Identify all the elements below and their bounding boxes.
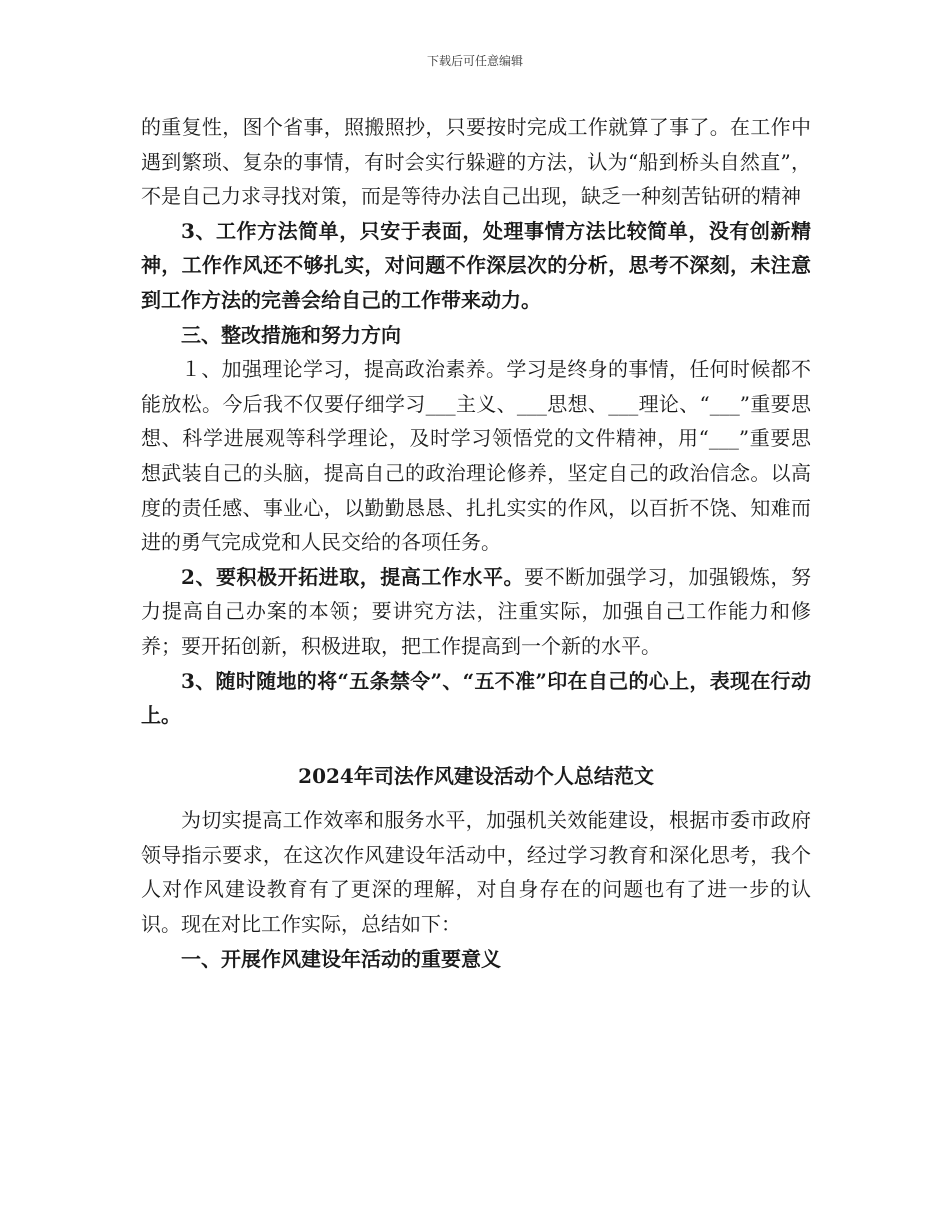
section-heading-rectification: 三、整改措施和努力方向: [181, 322, 401, 347]
paragraph-point-3-discipline: 3、随时随地的将“五条禁令”、“五不准”印在自己的心上，表现在行动上。: [141, 668, 811, 728]
paragraph-point-3-method: 3、工作方法简单，只安于表面，处理事情方法比较简单，没有创新精神，工作作风还不够扎实，对问题不作深层次的分析，思考不深刻，未注意到工作方法的完善会给自己的工作带来动力。: [141, 218, 811, 312]
paragraph-point-1-theory: １、加强理论学习，提高政治素养。学习是终身的事情，任何时候都不能放松。今后我不仅要仔细学习___主义、___思想、___理论、“___”重要思想、科学进展观等科学理论，及时学习领悟党的文件精神，用“___”重要思想武装自己的头脑，提高自己的政治理论修养，坚定自己的政治信念。以高度的责任感、事业心，以勤勤恳恳、扎扎实实的作风，以百折不饶、知难而进的勇气完成党和人民交给的各项任务。: [141, 357, 811, 555]
paragraph-continuation: 的重复性，图个省事，照搬照抄，只要按时完成工作就算了事了。在工作中遇到繁琐、复杂的事情，有时会实行躲避的方法，认为“船到桥头自然直”，不是自己力求寻找对策，而是等待办法自己出现，缺乏一种刻苦钻研的精神: [141, 115, 811, 209]
paragraph-point-2-body: 要不断加强学习，加强锻炼，努力提高自己办案的本领；要讲究方法，注重实际，加强自己工作能力和修养；要开拓创新，积极进取，把工作提高到一个新的水平。: [141, 564, 811, 658]
paragraph-point-2-progress: [141, 560, 811, 664]
paragraph-point-2-lead: 2、要积极开拓进取，提高工作水平。: [181, 564, 525, 589]
document-body: [141, 110, 811, 976]
page-header-note: 下载后可任意编辑: [426, 54, 523, 68]
document-section-title: 2024年司法作风建设活动个人总结范文: [298, 763, 654, 788]
section-heading-significance: 一、开展作风建设年活动的重要意义: [181, 946, 501, 971]
paragraph-intro: 为切实提高工作效率和服务水平，加强机关效能建设，根据市委市政府领导指示要求，在这次作风建设年活动中，经过学习教育和深化思考，我个人对作风建设教育有了更深的理解，对自身存在的问题也有了进一步的认识。现在对比工作实际，总结如下：: [141, 808, 811, 937]
